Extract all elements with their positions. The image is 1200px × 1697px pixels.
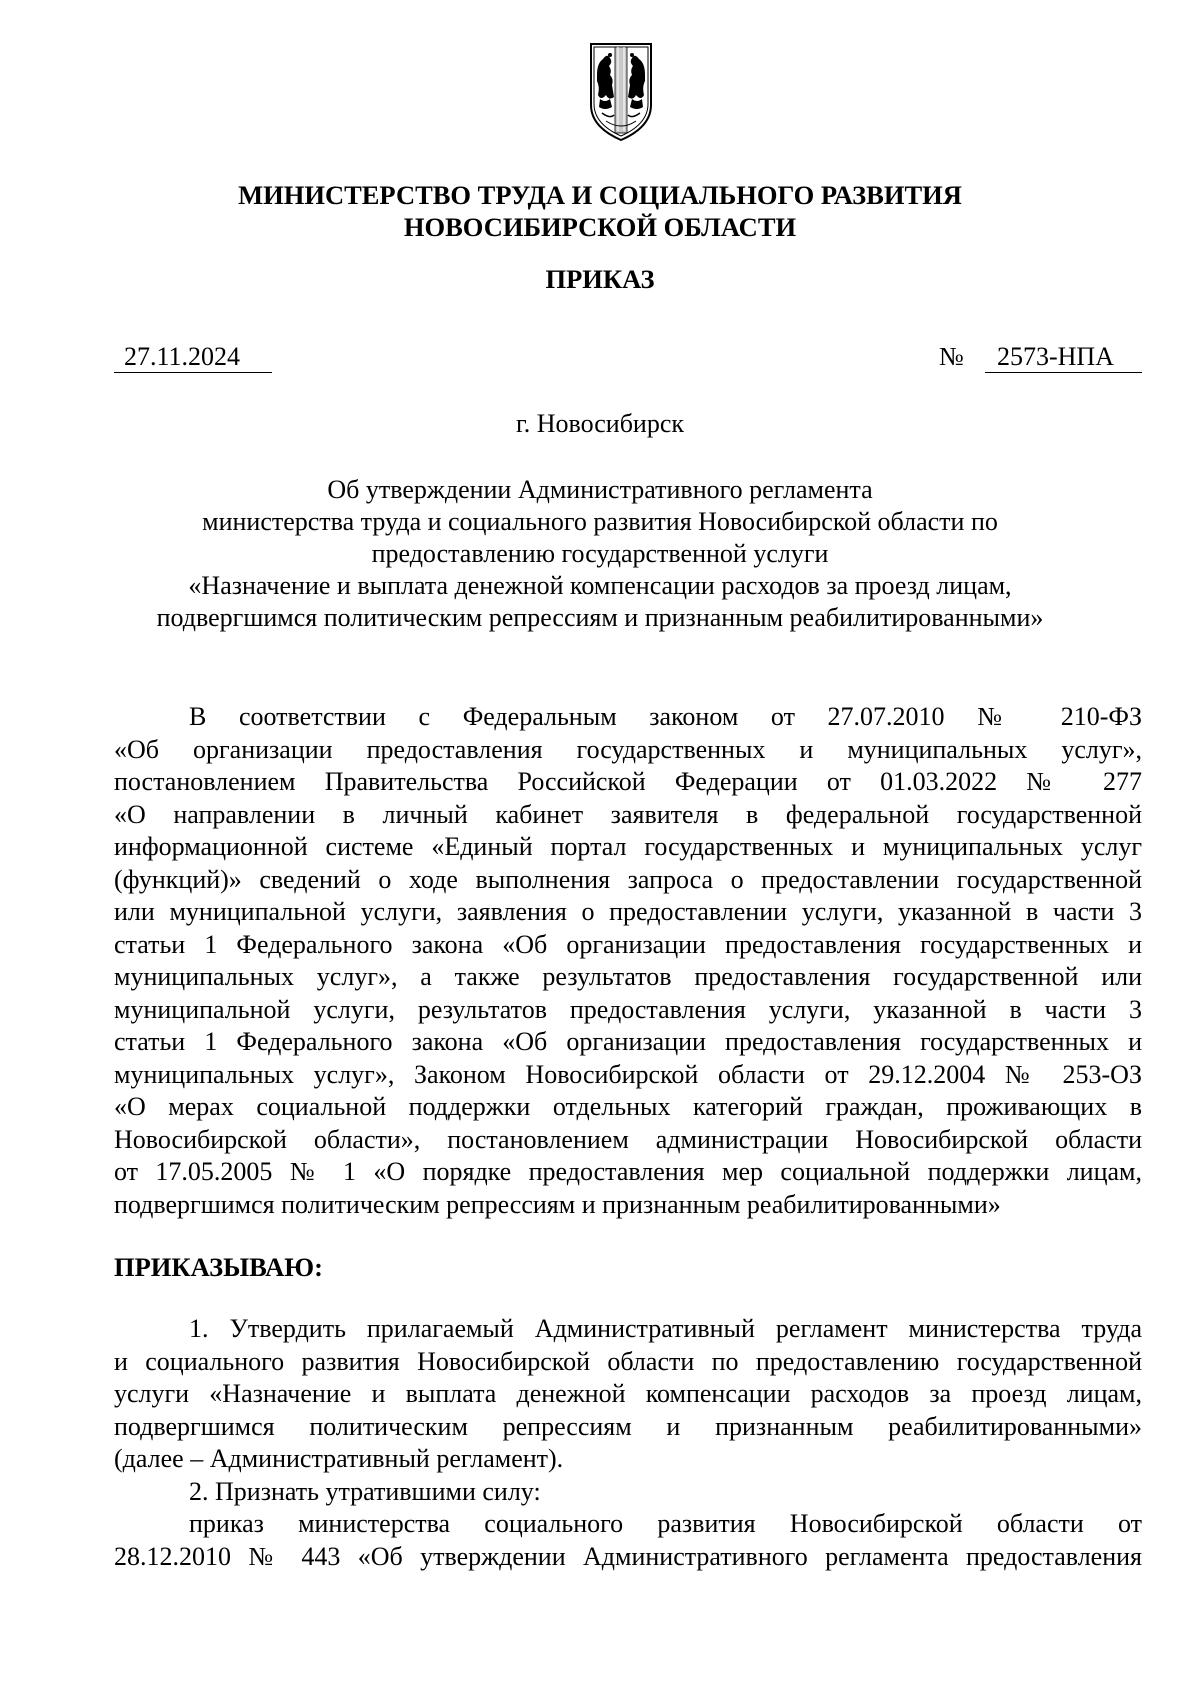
preamble-line: статьи 1 Федерального закона «Об организации предоставления государственных и <box>114 1027 1142 1056</box>
point-line: приказ министерства социального развития Новосибирской области от <box>189 1509 1142 1538</box>
point-line: 2. Признать утратившими силу: <box>189 1476 541 1506</box>
point-line: 1. Утвердить прилагаемый Административный регламент министерства труда <box>189 1314 1142 1343</box>
order-subject <box>0 474 1200 634</box>
preamble-line: «Об организации предоставления государственных и муниципальных услуг», <box>114 734 1142 764</box>
preamble-line: «О направлении в личный кабинет заявителя в федеральной государственной <box>114 799 1142 829</box>
subject-line: «Назначение и выплата денежной компенсации расходов за проезд лицам, <box>188 571 1012 600</box>
ministry-name-line-1: МИНИСТЕРСТВО ТРУДА И СОЦИАЛЬНОГО РАЗВИТИЯ <box>238 180 962 210</box>
subject-line: министерства труда и социального развития Новосибирской области по <box>202 507 998 536</box>
order-points <box>114 1313 1142 1573</box>
order-number: 2573-НПА <box>985 342 1142 373</box>
order-directive-heading: ПРИКАЗЫВАЮ: <box>114 1252 323 1282</box>
preamble-line: информационной системе «Единый портал государственных и муниципальных услуг <box>114 832 1142 861</box>
order-date: 27.11.2024 <box>114 342 272 373</box>
point-line: подвергшимся политическим репрессиям и признанным реабилитированными» <box>114 1411 1142 1441</box>
preamble-line: статьи 1 Федерального закона «Об организации предоставления государственных и <box>114 929 1142 959</box>
preamble-line: муниципальных услуг», Законом Новосибирской области от 29.12.2004 № 253-ОЗ <box>114 1059 1142 1089</box>
subject-line: предоставлению государственной услуги <box>371 539 829 568</box>
preamble-line: от 17.05.2005 № 1 «О порядке предоставления мер социальной поддержки лицам, <box>114 1157 1142 1186</box>
point-line: и социального развития Новосибирской области по предоставлению государственной <box>114 1346 1142 1376</box>
document-type: ПРИКАЗ <box>545 264 655 294</box>
number-sign: № <box>939 342 964 371</box>
preamble-line: подвергшимся политическим репрессиям и признанным реабилитированными» <box>114 1189 1001 1219</box>
point-line: 28.12.2010 № 443 «Об утверждении Административного регламента предоставления <box>114 1541 1142 1571</box>
subject-line: Об утверждении Административного регламента <box>327 475 873 504</box>
city: г. Новосибирск <box>515 409 685 438</box>
point-line: услуги «Назначение и выплата денежной компенсации расходов за проезд лицам, <box>114 1379 1142 1408</box>
preamble-line: «О мерах социальной поддержки отдельных категорий граждан, проживающих в <box>114 1092 1142 1121</box>
preamble-line: В соответствии с Федеральным законом от 27.07.2010 № 210-ФЗ <box>189 702 1142 731</box>
preamble-line: или муниципальной услуги, заявления о предоставлении услуги, указанной в части 3 <box>114 897 1142 926</box>
ministry-name-line-2: НОВОСИБИРСКОЙ ОБЛАСТИ <box>403 212 797 242</box>
preamble-line: муниципальной услуги, результатов предоставления услуги, указанной в части 3 <box>114 994 1142 1024</box>
point-line: (далее – Административный регламент). <box>114 1444 564 1473</box>
preamble-line: муниципальных услуг», а также результатов предоставления государственной или <box>114 962 1142 991</box>
preamble-line: (функций)» сведений о ходе выполнения запроса о предоставлении государственной <box>114 864 1142 894</box>
preamble-line: Новосибирской области», постановлением администрации Новосибирской области <box>114 1124 1142 1154</box>
subject-line: подвергшимся политическим репрессиям и признанным реабилитированными» <box>156 603 1044 632</box>
coat-of-arms-icon <box>588 41 654 143</box>
preamble-paragraph <box>114 701 1142 1221</box>
preamble-line: постановлением Правительства Российской Федерации от 01.03.2022 № 277 <box>114 767 1142 796</box>
